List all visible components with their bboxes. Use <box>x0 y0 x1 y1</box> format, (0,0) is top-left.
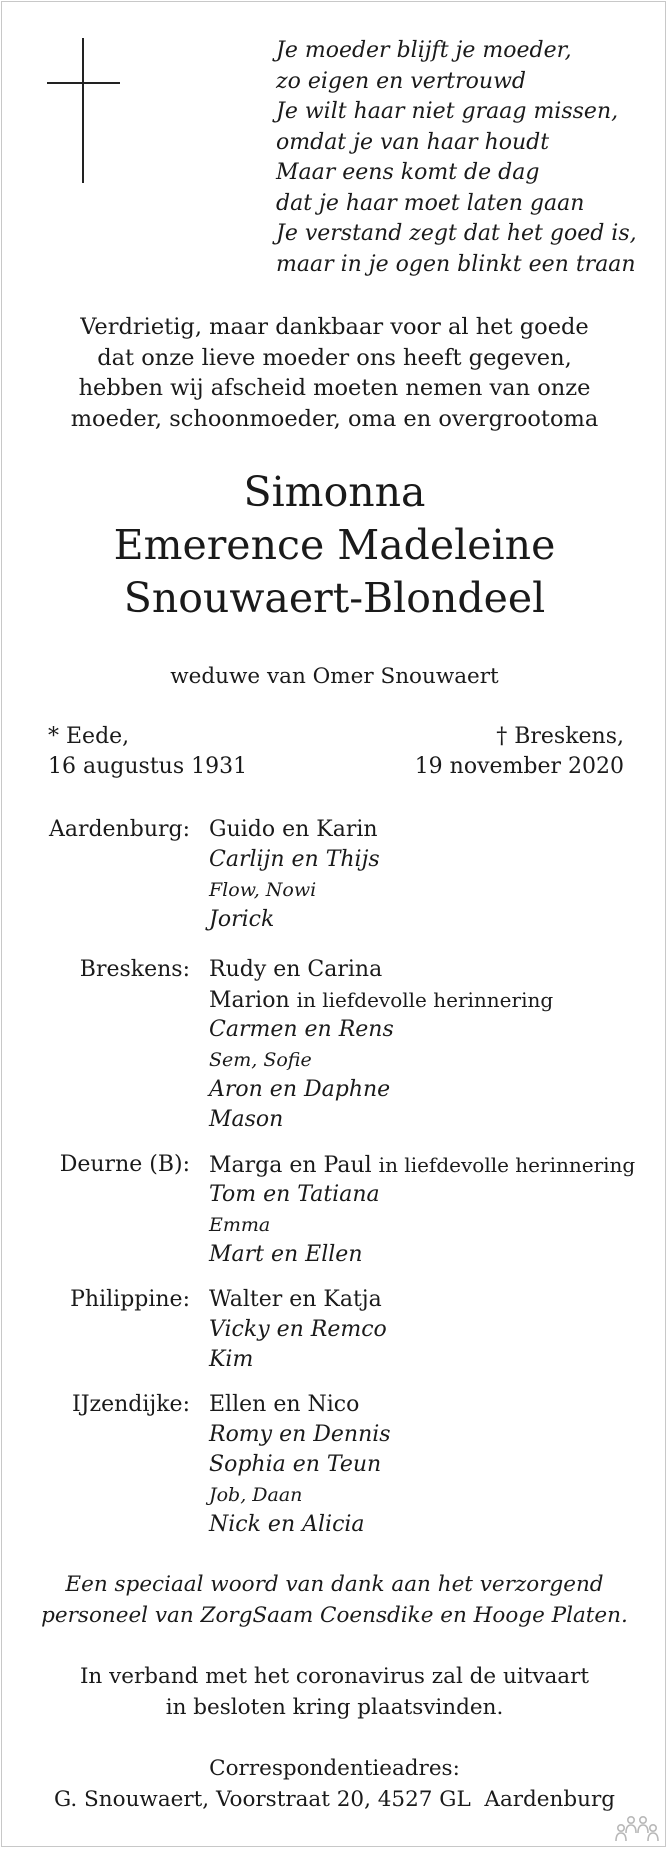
family-members <box>209 1390 391 1540</box>
widow-of: weduwe van Omer Snouwaert <box>170 664 499 689</box>
thanks-line: Een speciaal woord van dank aan het verzorgend <box>65 1572 604 1597</box>
member-names: Guido en Karin <box>209 817 378 842</box>
family-member-line <box>209 845 380 875</box>
family-member-line <box>209 1315 387 1345</box>
family-member-line <box>209 1240 635 1270</box>
member-names: Sophia en Teun <box>209 1452 382 1477</box>
member-names: Jorick <box>209 907 275 932</box>
death-info <box>415 722 624 782</box>
poem-line: Je moeder blijft je moeder, <box>276 38 572 63</box>
family-members <box>209 1150 635 1270</box>
member-names: Vicky en Remco <box>209 1317 387 1342</box>
poem-line: omdat je van haar houdt <box>276 129 550 155</box>
family-members <box>209 815 380 935</box>
family-members <box>209 1285 387 1375</box>
in-memory-note: in liefdevolle herinnering <box>296 988 554 1012</box>
member-names: Marion <box>209 988 290 1013</box>
member-names: Emma <box>209 1214 271 1236</box>
family-member-line <box>209 1390 391 1420</box>
member-names: Aron en Daphne <box>209 1077 391 1102</box>
family-member-line <box>209 905 380 935</box>
member-names: Rudy en Carina <box>209 957 383 982</box>
family-member-line <box>209 955 553 985</box>
in-memory-note: in liefdevolle herinnering <box>378 1153 636 1177</box>
family-member-line <box>209 875 380 905</box>
intro-line: hebben wij afscheid moeten nemen van onze <box>78 375 591 401</box>
birth-date: 16 augustus 1931 <box>48 754 248 779</box>
family-member-line <box>209 1180 635 1210</box>
family-member-line <box>209 1150 635 1180</box>
corona-line: in besloten kring plaatsvinden. <box>165 1694 504 1720</box>
death-date: 19 november 2020 <box>414 754 624 779</box>
family-place: Breskens: <box>79 957 190 982</box>
corona-notice <box>0 1662 669 1723</box>
family-member-line <box>209 1075 553 1105</box>
death-place: † Breskens, <box>496 724 624 749</box>
thanks-text <box>0 1570 669 1631</box>
family-member-line <box>209 985 553 1015</box>
member-names: Carlijn en Thijs <box>209 847 380 872</box>
intro-line: dat onze lieve moeder ons heeft gegeven, <box>97 344 572 371</box>
member-names: Marga en Paul <box>209 1153 372 1178</box>
family-member-line <box>209 1450 391 1480</box>
family-place: Deurne (B): <box>59 1152 190 1177</box>
family-member-line <box>209 1510 391 1540</box>
deceased-name <box>0 466 669 625</box>
intro-line: moeder, schoonmoeder, oma en overgrootoma <box>70 405 599 432</box>
family-member-line <box>209 1480 391 1510</box>
poem-line: Je verstand zegt dat het goed is, <box>276 221 637 246</box>
member-names: Kim <box>209 1347 254 1372</box>
member-names: Romy en Dennis <box>209 1422 391 1447</box>
poem-line: zo eigen en vertrouwd <box>276 68 526 94</box>
middle-names: Emerence Madeleine <box>113 521 556 569</box>
member-names: Flow, Nowi <box>209 879 317 901</box>
poem-line: dat je haar moet laten gaan <box>276 190 585 216</box>
surname: Snouwaert-Blondeel <box>123 574 546 622</box>
poem-line: maar in je ogen blinkt een traan <box>276 251 636 277</box>
correspondence-address: G. Snouwaert, Voorstraat 20, 4527 GL Aardenburg <box>53 1786 616 1812</box>
family-place: Philippine: <box>70 1287 190 1312</box>
first-name: Simonna <box>243 468 426 516</box>
birth-place: * Eede, <box>48 724 130 749</box>
intro-text <box>0 312 669 434</box>
family-member-line <box>209 1345 387 1375</box>
poem-line: Je wilt haar niet graag missen, <box>276 99 619 124</box>
member-names: Nick en Alicia <box>209 1512 365 1537</box>
birth-info <box>48 722 247 782</box>
poem-line: Maar eens komt de dag <box>276 160 540 185</box>
family-place: Aardenburg: <box>48 817 190 842</box>
thanks-line: personeel van ZorgSaam Coensdike en Hooge Platen. <box>41 1602 628 1628</box>
member-names: Mason <box>209 1107 284 1132</box>
member-names: Ellen en Nico <box>209 1392 360 1417</box>
member-names: Carmen en Rens <box>209 1017 394 1042</box>
poem <box>276 36 637 280</box>
family-members <box>209 955 553 1135</box>
family-member-line <box>209 1105 553 1135</box>
family-member-line <box>209 1420 391 1450</box>
member-names: Walter en Katja <box>209 1287 382 1312</box>
member-names: Mart en Ellen <box>209 1242 363 1267</box>
member-names: Job, Daan <box>209 1484 303 1506</box>
intro-line: Verdrietig, maar dankbaar voor al het goede <box>80 314 589 340</box>
family-member-line <box>209 1015 553 1045</box>
family-member-line <box>209 1285 387 1315</box>
family-member-line <box>209 1045 553 1075</box>
family-member-line <box>209 1210 635 1240</box>
member-names: Tom en Tatiana <box>209 1182 380 1207</box>
family-place: IJzendijke: <box>72 1392 190 1417</box>
corona-line: In verband met het coronavirus zal de uitvaart <box>79 1664 590 1689</box>
member-names: Sem, Sofie <box>209 1049 312 1071</box>
family-member-line <box>209 815 380 845</box>
correspondence-label: Correspondentieadres: <box>209 1756 460 1781</box>
correspondence <box>0 1754 669 1815</box>
people-logo-icon <box>614 1814 660 1842</box>
